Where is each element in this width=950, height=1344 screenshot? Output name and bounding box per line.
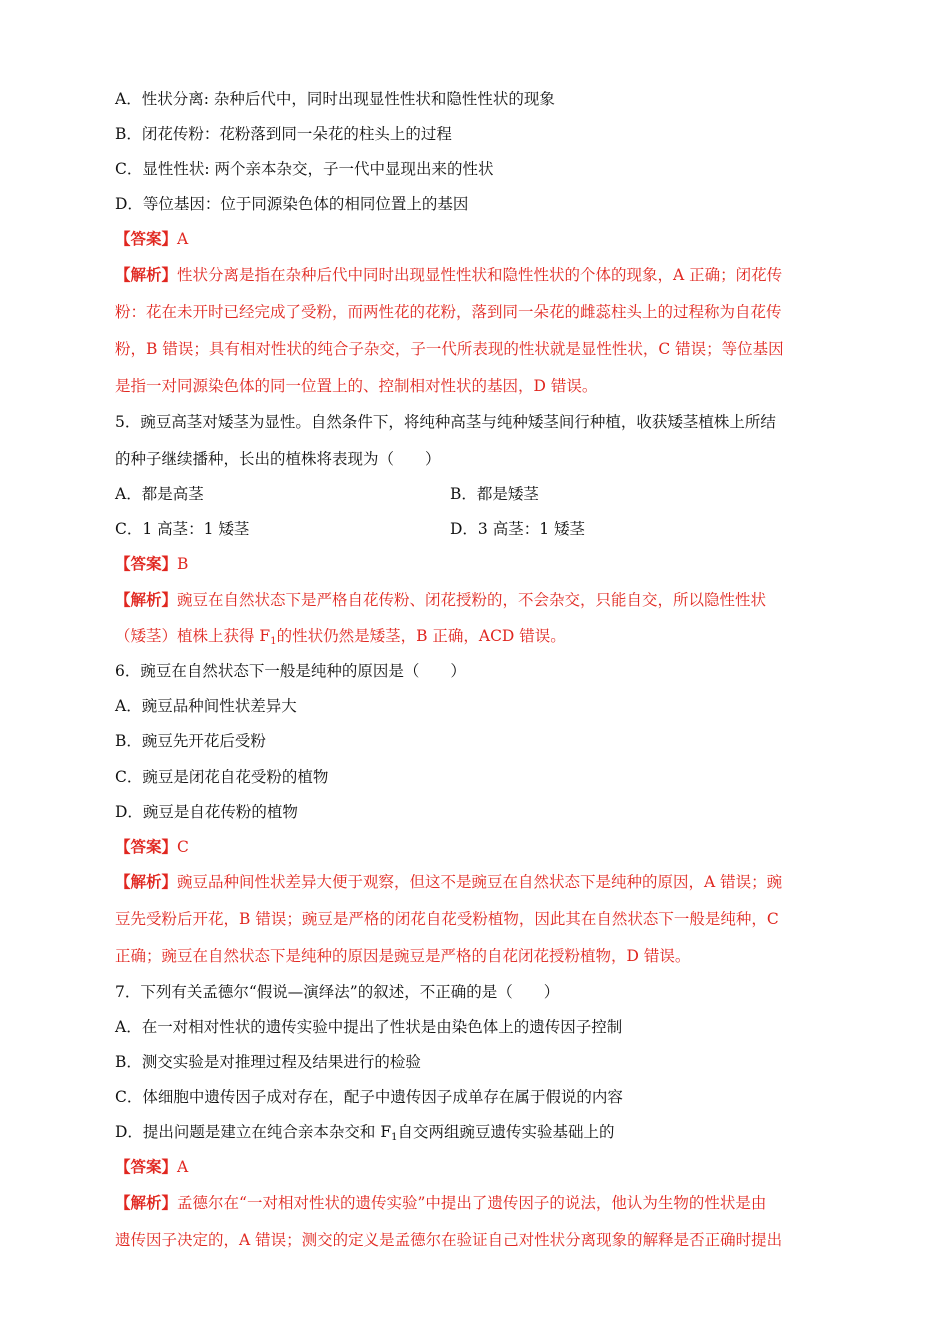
q7-analysis-line-1: 【解析】孟德尔在“一对相对性状的遗传实验”中提出了遗传因子的说法，他认为生物的性状是由 (115, 1193, 767, 1212)
q7-answer (115, 1156, 188, 1178)
answer-tag: 【答案】 (115, 554, 178, 573)
q6-analysis-line-3: 正确；豌豆在自然状态下是纯种的原因是豌豆是严格的自花闭花授粉植物，D 错误。 (115, 947, 691, 965)
q6-analysis-line-2: 豆先受粉后开花，B 错误；豌豆是严格的闭花自花受粉植物，因此其在自然状态下一般是纯种，C (115, 910, 779, 928)
q5-stem-line-2: 的种子继续播种，长出的植株将表现为（ ） (115, 450, 441, 468)
q6-option-c: C．豌豆是闭花自花受粉的植物 (115, 768, 329, 786)
q4-analysis-line-3: 粉，B 错误；具有相对性状的纯合子杂交，子一代所表现的性状就是显性性状，C 错误；等位基因 (115, 340, 784, 358)
q5-analysis-line-1: 【解析】豌豆在自然状态下是严格自花传粉、闭花授粉的，不会杂交，只能自交，所以隐性性状 (115, 590, 767, 609)
q6-answer (115, 836, 189, 858)
q4-option-d: D．等位基因：位于同源染色体的相同位置上的基因 (115, 195, 469, 213)
answer-tag: 【答案】 (115, 1157, 178, 1176)
q5-option-a: A．都是高茎 (115, 485, 204, 503)
q7-option-b: B．测交实验是对推理过程及结果进行的检验 (115, 1053, 421, 1071)
q5-answer (115, 553, 188, 575)
q4-option-c: C．显性性状: 两个亲本杂交，子一代中显现出来的性状 (115, 160, 494, 178)
q7-option-d: D．提出问题是建立在纯合亲本杂交和 $F_1$自交两组豌豆遗传实验基础上的 (115, 1123, 615, 1143)
q5-stem-line-1: 5．豌豆高茎对矮茎为显性。自然条件下，将纯种高茎与纯种矮茎间行种植，收获矮茎植株上所结 (115, 413, 776, 431)
q7-option-c: C．体细胞中遗传因子成对存在，配子中遗传因子成单存在属于假说的内容 (115, 1088, 623, 1106)
answer-value: C (177, 838, 189, 856)
answer-value: A (177, 230, 189, 248)
q5-option-d: D．3 高茎：1 矮茎 (450, 520, 586, 538)
q5-analysis-line-2: （矮茎）植株上获得 $F_1$的性状仍然是矮茎，B 正确，ACD 错误。 (115, 627, 566, 647)
analysis-tag: 【解析】 (115, 1193, 178, 1212)
answer-tag: 【答案】 (115, 837, 178, 856)
answer-tag: 【答案】 (115, 229, 178, 248)
q4-answer (115, 228, 188, 250)
q4-analysis-line-2: 粉：花在未开时已经完成了受粉，而两性花的花粉，落到同一朵花的雌蕊柱头上的过程称为自花传 (115, 303, 782, 321)
q7-stem: 7．下列有关孟德尔“假说—演绎法”的叙述，不正确的是（ ） (115, 983, 560, 1001)
q4-analysis-line-4: 是指一对同源染色体的同一位置上的、控制相对性状的基因，D 错误。 (115, 377, 598, 395)
answer-value: B (177, 555, 189, 573)
q6-option-b: B．豌豆先开花后受粉 (115, 732, 266, 750)
q6-stem: 6．豌豆在自然状态下一般是纯种的原因是（ ） (115, 662, 466, 680)
analysis-tag: 【解析】 (115, 265, 178, 284)
analysis-tag: 【解析】 (115, 590, 178, 609)
q6-analysis-line-1: 【解析】豌豆品种间性状差异大便于观察，但这不是豌豆在自然状态下是纯种的原因，A 错误；豌 (115, 872, 783, 891)
q7-option-a: A．在一对相对性状的遗传实验中提出了性状是由染色体上的遗传因子控制 (115, 1018, 623, 1036)
q4-option-b: B．闭花传粉：花粉落到同一朵花的柱头上的过程 (115, 125, 452, 143)
q6-option-a: A．豌豆品种间性状差异大 (115, 697, 297, 715)
q6-option-d: D．豌豆是自花传粉的植物 (115, 803, 298, 821)
q4-option-a: A．性状分离: 杂种后代中，同时出现显性性状和隐性性状的现象 (115, 90, 555, 108)
q5-option-c: C．1 高茎：1 矮茎 (115, 520, 250, 538)
q4-analysis-line-1: 【解析】性状分离是指在杂种后代中同时出现显性性状和隐性性状的个体的现象，A 正确；闭花传 (115, 265, 783, 284)
q7-analysis-line-2: 遗传因子决定的，A 错误；测交的定义是孟德尔在验证自己对性状分离现象的解释是否正确时提出 (115, 1231, 783, 1249)
answer-value: A (177, 1158, 189, 1176)
q5-option-b: B．都是矮茎 (450, 485, 539, 503)
analysis-tag: 【解析】 (115, 872, 178, 891)
